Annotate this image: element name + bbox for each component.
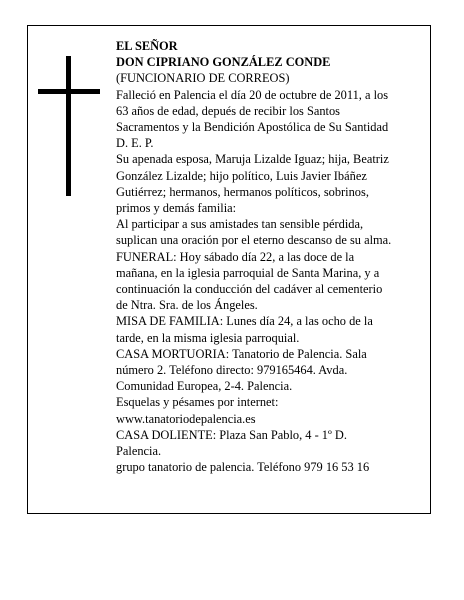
body-line: Gutiérrez; hermanos, hermanos políticos, sobrinos, (116, 184, 369, 199)
body-line: MISA DE FAMILIA: Lunes día 24, a las ocho de la (116, 314, 373, 329)
body-line: suplican una oración por el eterno descanso de su alma. (116, 233, 392, 248)
body-line: D. E. P. (116, 136, 154, 151)
body-line: González Lizalde; hijo político, Luis Javier Ibáñez (116, 168, 367, 183)
body-line: 63 años de edad, depués de recibir los Santos (116, 103, 341, 118)
body-line: Esquelas y pésames por internet: (116, 395, 279, 410)
body-line: CASA DOLIENTE: Plaza San Pablo, 4 - 1º D. (116, 427, 347, 442)
body-line: grupo tanatorio de palencia. Teléfono 979 16 53 16 (116, 460, 370, 475)
body-line: continuación la conducción del cadáver al cementerio (116, 282, 383, 297)
body-line: de Ntra. Sra. de los Ángeles. (116, 298, 258, 313)
body-line: Sacramentos y la Bendición Apostólica de Su Santidad (116, 120, 389, 135)
website-url: www.tanatoriodepalencia.es (116, 411, 256, 426)
body-line: Su apenada esposa, Maruja Lizalde Iguaz; hija, Beatriz (116, 152, 389, 167)
body-line: mañana, en la iglesia parroquial de Santa Marina, y a (116, 265, 380, 280)
body-line: CASA MORTUORIA: Tanatorio de Palencia. Sala (116, 346, 367, 361)
cross-vertical-bar (66, 56, 71, 196)
body-line: Al participar a sus amistades tan sensible pérdida, (116, 217, 364, 232)
body-line: (FUNCIONARIO DE CORREOS) (116, 71, 290, 86)
body-line: Falleció en Palencia el día 20 de octubre de 2011, a los (116, 87, 389, 102)
body-line: Palencia. (116, 444, 162, 459)
body-line: FUNERAL: Hoy sábado día 22, a las doce de la (116, 249, 355, 264)
latin-cross-icon (38, 56, 100, 196)
body-line: primos y demás familia: (116, 201, 237, 216)
deceased-name: DON CIPRIANO GONZÁLEZ CONDE (116, 55, 331, 70)
body-line: Comunidad Europea, 2-4. Palencia. (116, 379, 293, 394)
cross-horizontal-bar (38, 89, 100, 94)
body-line: tarde, en la misma iglesia parroquial. (116, 330, 300, 345)
heading-line: EL SEÑOR (116, 39, 178, 53)
obituary-text (116, 38, 428, 475)
body-line: número 2. Teléfono directo: 979165464. Avda. (116, 363, 348, 378)
